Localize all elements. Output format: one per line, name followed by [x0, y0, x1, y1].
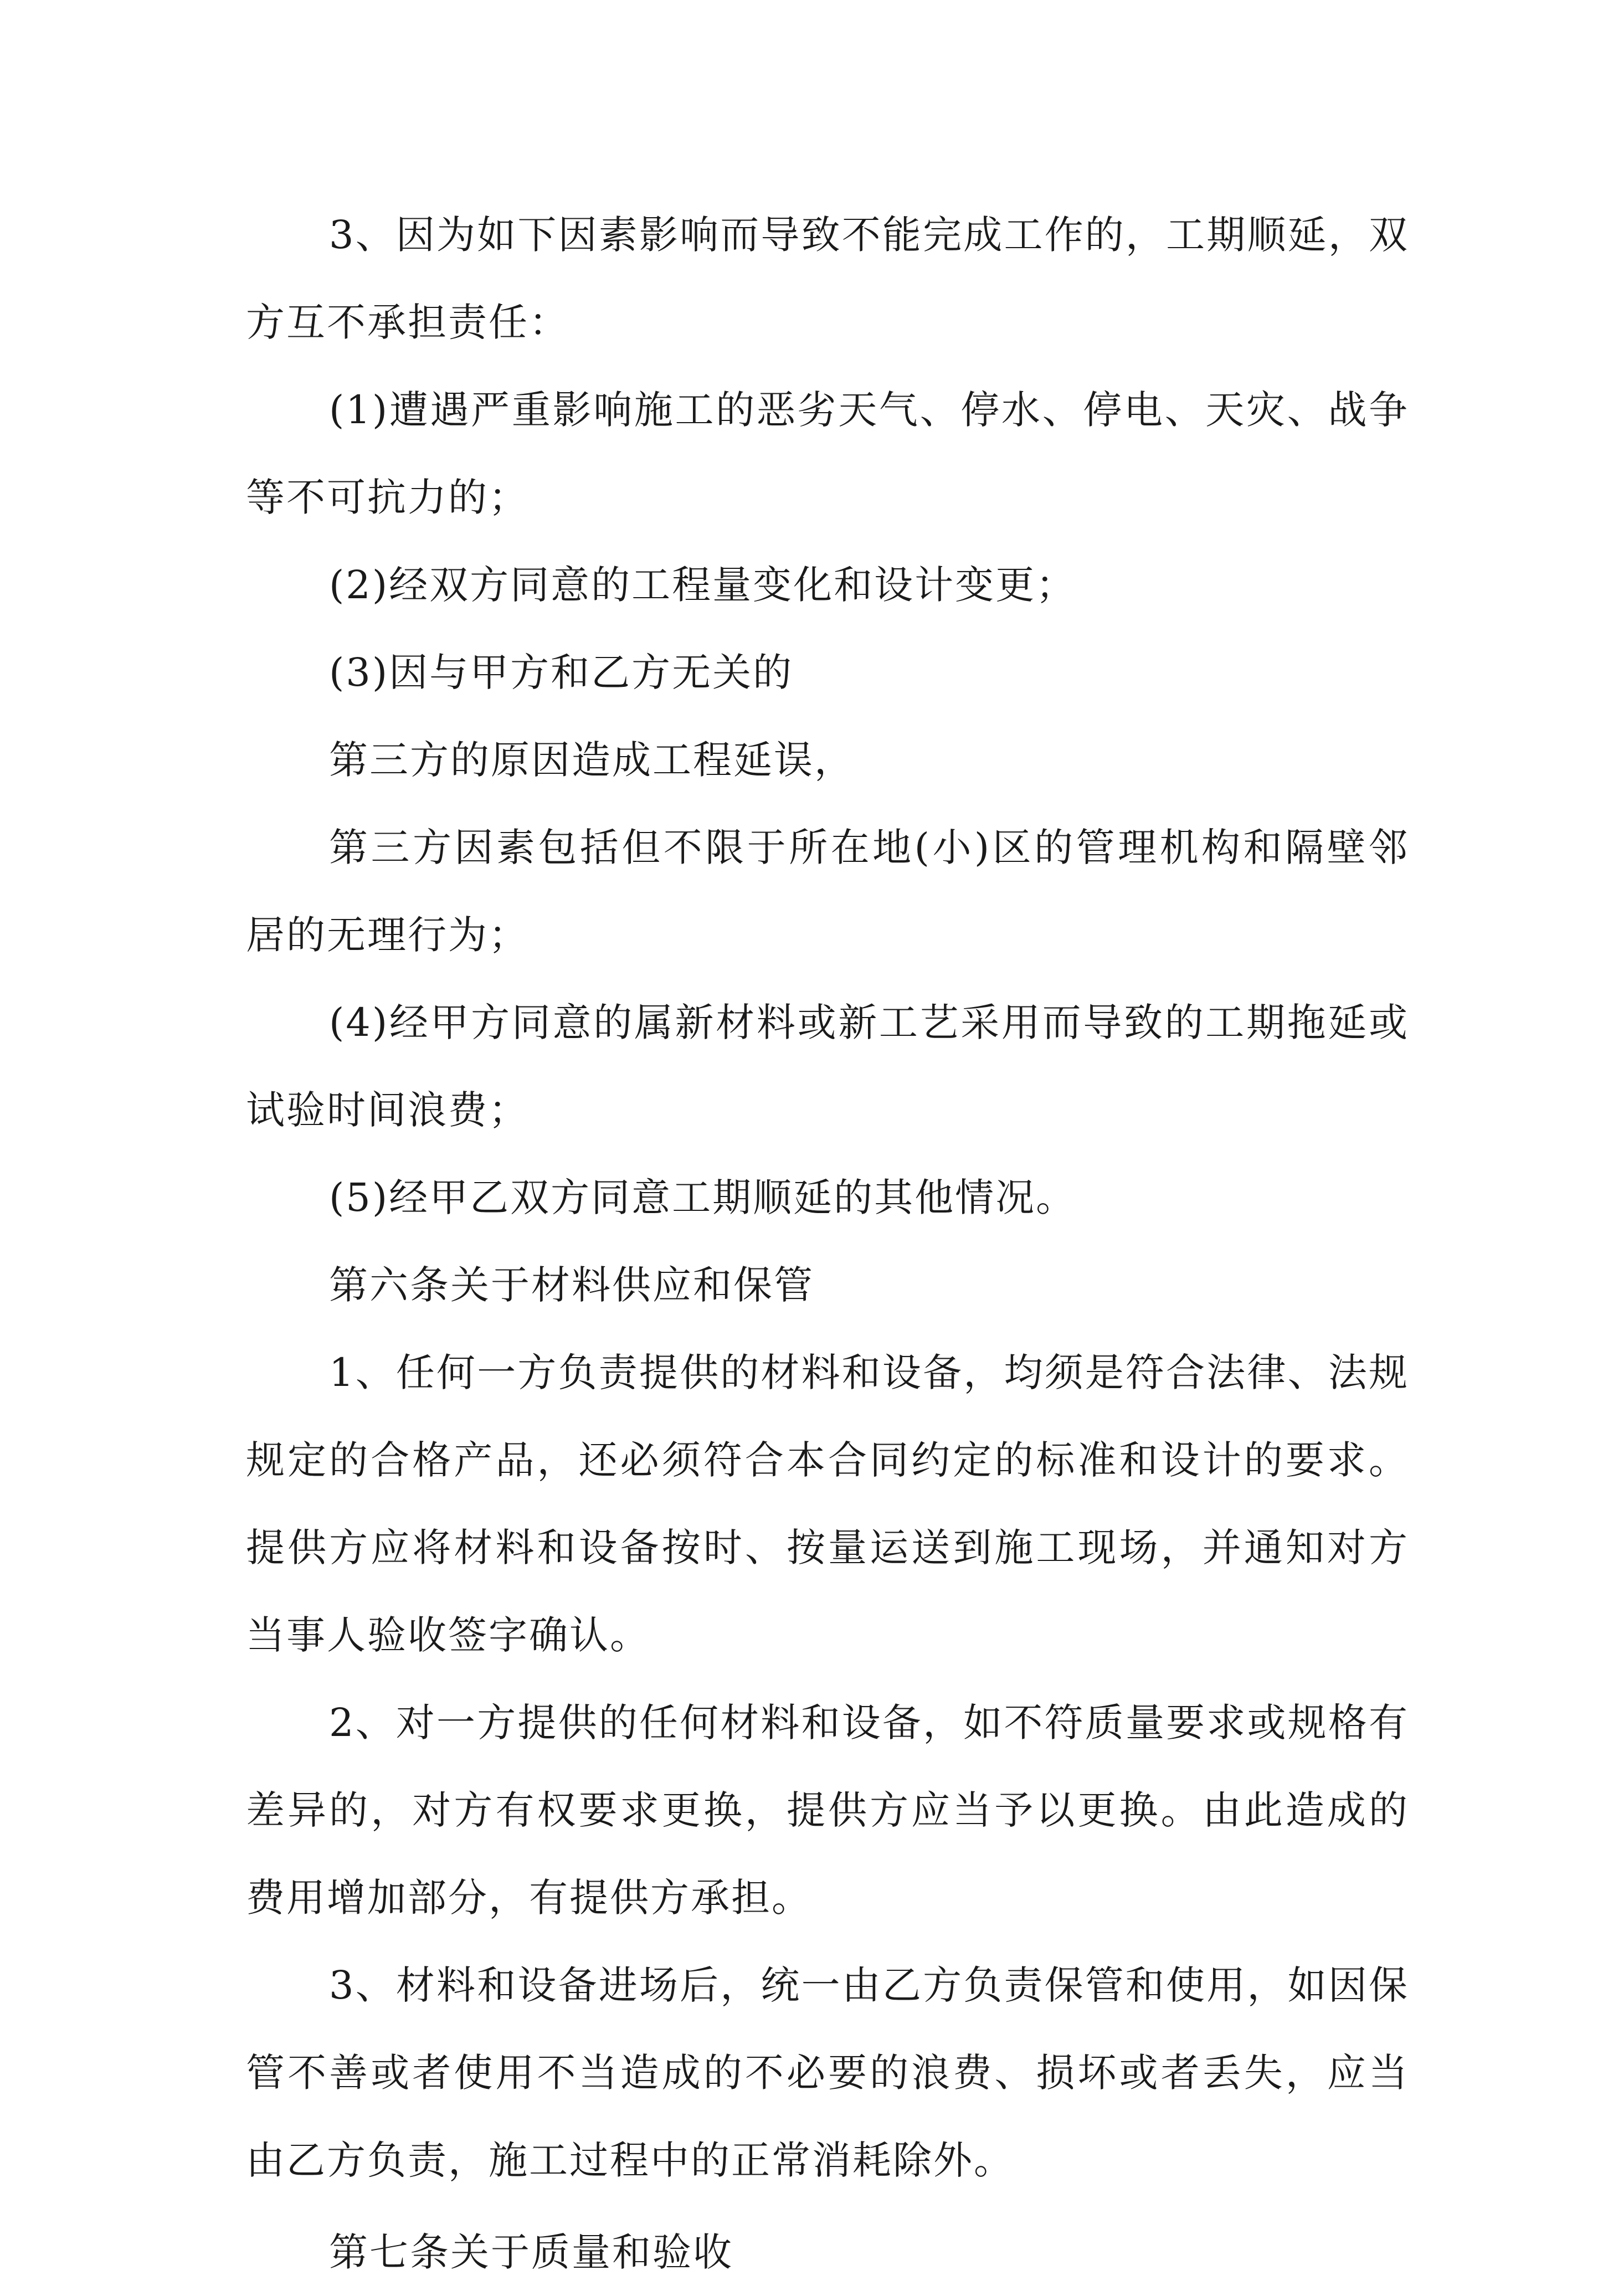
clause-paragraph: 3、因为如下因素影响而导致不能完成工作的，工期顺延，双方互不承担责任： — [246, 212, 1409, 345]
clause-paragraph: 3、材料和设备进场后，统一由乙方负责保管和使用，如因保管不善或者使用不当造成的不必要的浪费、损坏或者丢失，应当由乙方负责，施工过程中的正常消耗除外。 — [246, 1963, 1409, 2183]
clause-item: (3)因与甲方和乙方无关的 — [329, 650, 794, 695]
document-body — [246, 191, 1409, 2296]
clause-item: (1)遭遇严重影响施工的恶劣天气、停水、停电、天灾、战争等不可抗力的； — [246, 387, 1409, 520]
clause-item: (5)经甲乙双方同意工期顺延的其他情况。 — [329, 1175, 1077, 1220]
clause-item: 第三方因素包括但不限于所在地(小)区的管理机构和隔壁邻居的无理行为； — [246, 825, 1409, 958]
article-heading: 第六条关于材料供应和保管 — [329, 1262, 814, 1308]
clause-item: (2)经双方同意的工程量变化和设计变更； — [329, 562, 1077, 608]
article-heading: 第七条关于质量和验收 — [329, 2230, 733, 2275]
clause-paragraph: 2、对一方提供的任何材料和设备，如不符质量要求或规格有差异的，对方有权要求更换，提供方应当予以更换。由此造成的费用增加部分，有提供方承担。 — [246, 1700, 1409, 1920]
clause-item: (4)经甲方同意的属新材料或新工艺采用而导致的工期拖延或试验时间浪费； — [246, 1000, 1409, 1133]
clause-paragraph: 1、任何一方负责提供的材料和设备，均须是符合法律、法规规定的合格产品，还必须符合本合同约定的标准和设计的要求。提供方应将材料和设备按时、按量运送到施工现场，并通知对方当事人验收签字确认。 — [246, 1350, 1409, 1658]
clause-item: 第三方的原因造成工程延误， — [329, 737, 855, 783]
